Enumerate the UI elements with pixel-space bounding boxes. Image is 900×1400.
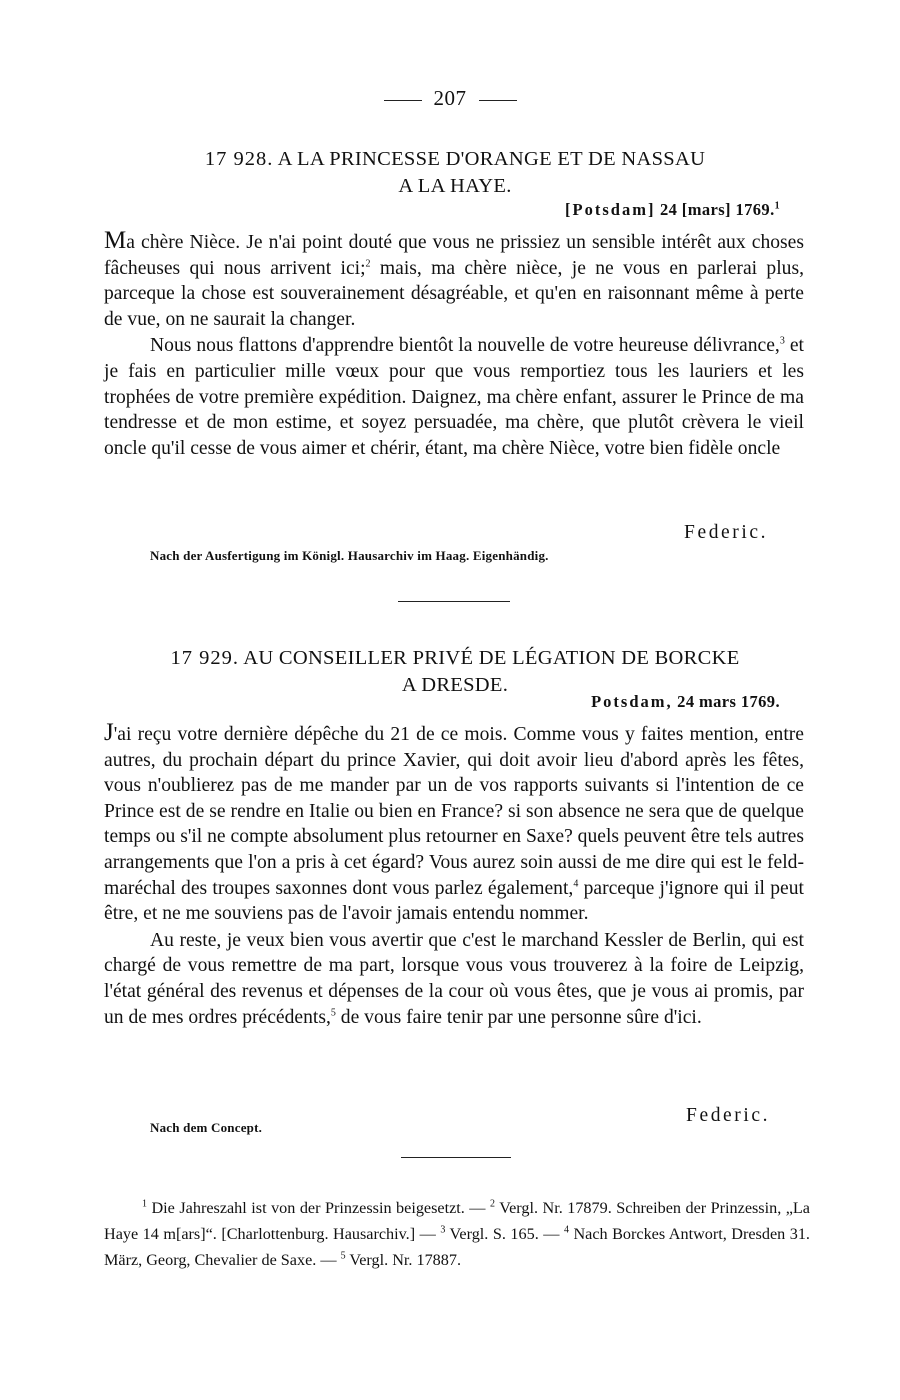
footnote-3-mark: 3 <box>440 1224 446 1236</box>
letter1-paragraph-1 <box>104 228 804 332</box>
letter2-para2-text-b: de vous faire tenir par une personne sûre d'ici. <box>335 1006 702 1028</box>
letter1-dateline <box>565 200 780 220</box>
letter1-para2-text-a: Nous nous flattons d'apprendre bientôt la nouvelle de votre heureuse délivrance, <box>150 335 780 357</box>
footnote-3: Vergl. S. 165. — <box>445 1225 564 1243</box>
letter1-heading-line1 <box>100 146 810 173</box>
letter1-initial: M <box>104 227 127 254</box>
letter1-date-place: [Potsdam] <box>565 200 656 219</box>
separator-rule <box>398 601 510 602</box>
letter1-para2-text-b: et je fais en particulier mille vœux pour que vous remportiez tous les lauriers et les trophées de votre première expédition. Daignez, ma chère enfant, assurer le Prince de ma tendresse et de mon estime, et soyez persuadée, ma chère, que plutôt crèvera le vieil oncle qu'il cesse de vous aimer et chérir, étant, ma chère Nièce, votre bien fidèle oncle <box>104 335 804 459</box>
letter1-addressee: A LA PRINCESSE D'ORANGE ET DE NASSAU <box>277 148 706 170</box>
letter2-para2-text-a: Au reste, je veux bien vous avertir que c'est le marchand Kessler de Berlin, qui est chargé de vous remettre de ma part, lorsque vous vous trouverez à la foire de Leipzig, l'état général des revenus et dépenses de la cour où vous êtes, que je vous ai promis, par un de mes ordres précédents, <box>104 929 804 1028</box>
letter1-note-ref-3: 3 <box>779 335 785 347</box>
letter2-heading <box>100 645 810 699</box>
letter2-heading-line1 <box>100 645 810 672</box>
footnote-1: Die Jahreszahl ist von der Prinzessin beigesetzt. — <box>147 1199 490 1217</box>
letter2-body <box>104 720 804 1030</box>
page-number <box>0 86 900 111</box>
letter1-signature: Federic. <box>684 522 769 543</box>
letter2-number: 17 929. <box>170 647 239 669</box>
letter2-para1-text-a: 'ai reçu votre dernière dépêche du 21 de ce mois. Comme vous y faites mention, entre autres, du prochain départ du prince Xavier, qui doit avoir lieu d'abord après les fêtes, vous n'oublierez pas de me mander par un de vos rapports suivants si l'intention de ce Prince est de se rendre en Italie ou bien en France? si son absence ne sera que de quelque temps ou s'il ne compte absolument plus retourner en Saxe? quels peuvent être tels autres arrangements que l'on a pris à cet égard? Vous aurez soin aussi de me dire qui est le feld-maréchal des troupes saxonnes dont vous parlez également, <box>104 724 804 899</box>
letter2-para1-text-b: parceque j'ignore qui il peut être, et ne me souviens pas de l'avoir jamais entendu nommer. <box>104 877 804 925</box>
page-number-dash-left <box>384 100 422 101</box>
letter1-para1-text-b: mais, ma chère nièce, je ne vous en parlerai plus, parceque la chose est souverainement désagréable, et qu'en en raisonnant même à perte de vue, on ne saurait la changer. <box>104 257 804 330</box>
letter2-addressee: AU CONSEILLER PRIVÉ DE LÉGATION DE BORCKE <box>243 647 740 669</box>
footnote-4: Nach Borckes Antwort, Dresden 31. März, Georg, Chevalier de Saxe. — <box>104 1225 810 1269</box>
letter1-note-ref-2: 2 <box>365 258 371 270</box>
letter1-heading <box>100 146 810 200</box>
footnote-1-mark: 1 <box>142 1198 147 1210</box>
page-number-dash-right <box>479 100 517 101</box>
letter1-heading-line2: A LA HAYE. <box>398 175 512 197</box>
letter2-note-ref-4: 4 <box>573 878 579 890</box>
footnote-2: Vergl. Nr. 17879. Schreiben der Prinzessin, „La Haye 14 m[ars]“. [Charlottenburg. Hausarchiv.] — <box>104 1199 810 1243</box>
letter1-date-note: 1 <box>774 200 780 212</box>
letter2-dateline <box>591 692 780 712</box>
footnotes-paragraph <box>104 1195 810 1273</box>
footnote-5-mark: 5 <box>340 1250 346 1262</box>
page-number-text: 207 <box>433 86 467 110</box>
letter2-date-place: Potsdam, <box>591 692 673 711</box>
letter2-heading-line2: A DRESDE. <box>401 674 509 696</box>
letter1-para1-text-a: a chère Nièce. Je n'ai point douté que vous ne prissiez un sensible intérêt aux choses fâcheuses qui nous arrivent ici; <box>104 232 804 279</box>
footnote-5: Vergl. Nr. 17887. <box>345 1251 462 1269</box>
letter2-paragraph-2 <box>104 928 804 1030</box>
letter2-source-note: Nach dem Concept. <box>150 1120 263 1135</box>
footnotes <box>104 1195 810 1273</box>
letter2-paragraph-1 <box>104 720 804 927</box>
footnote-4-mark: 4 <box>563 1224 569 1236</box>
letter2-date-rest: 24 mars 1769. <box>677 692 780 711</box>
letter1-number: 17 928. <box>204 148 274 170</box>
letter1-paragraph-2 <box>104 333 804 461</box>
letter1-body <box>104 228 804 461</box>
letter2-note-ref-5: 5 <box>330 1007 336 1018</box>
footnote-2-mark: 2 <box>490 1198 495 1210</box>
separator-rule-footnotes <box>401 1157 511 1158</box>
letter1-date-rest: 24 [mars] 1769. <box>659 200 775 219</box>
letter1-source-note: Nach der Ausfertigung im Königl. Hausarchiv im Haag. Eigenhändig. <box>150 548 549 563</box>
letter2-signature: Federic. <box>686 1105 771 1126</box>
letter2-initial: J <box>104 719 114 746</box>
